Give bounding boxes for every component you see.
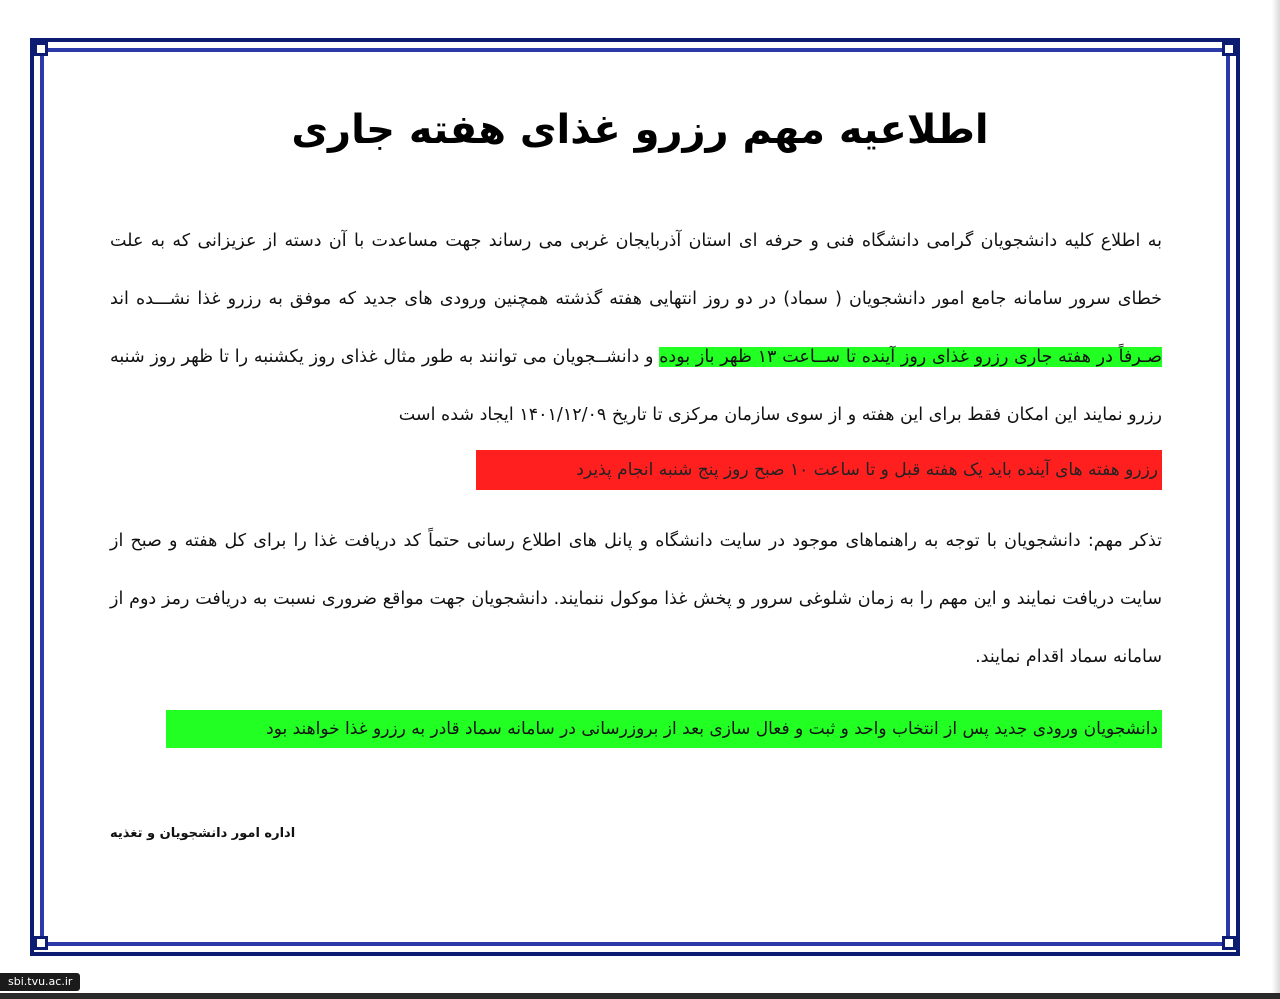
- paragraph-main: [110, 212, 1162, 444]
- bottom-bar: [0, 993, 1280, 999]
- inner-border: [40, 48, 1230, 946]
- paragraph-main-start: به اطلاع کلیه دانشجویان گرامی دانشگاه فنی و حرفه ای استان آذربایجان غربی می رساند جهت مساعدت با آن دسته از عزیزانی که به علت خطای سرور سامانه جامع امور دانشجویان ( سماد) در دو روز انتهایی هفته گذشته همچنین ورودی های جدید که موفق به رزرو غذا نشـــده اند: [110, 231, 1162, 309]
- corner-ornament-top-left: [34, 42, 48, 56]
- announcement-title: اطلاعیه مهم رزرو غذای هفته جاری: [291, 107, 989, 153]
- paragraph-main-end: و دانشــجویان می توانند به طور مثال غذای روز یکشنبه را تا ظهر روز شنبه رزرو نمایند این امکان فقط برای این هفته و از سوی سازمان مرکزی تا تاریخ ۱۴۰۱/۱۲/۰۹ ایجاد شده است: [110, 347, 1162, 425]
- highlight-green-inline: صـرفاً در هفته جاری رزرو غذای روز آینده تا ســاعت ۱۳ ظهر باز بوده: [659, 347, 1162, 367]
- page-edge: [1272, 0, 1280, 999]
- corner-ornament-bottom-left: [34, 936, 48, 950]
- signature-text: اداره امور دانشجویان و تغذیه: [110, 826, 296, 841]
- paragraph-reminder: تذکر مهم: دانشجویان با توجه به راهنماهای موجود در سایت دانشگاه و پانل های اطلاع رسانی حتماً کد دریافت غذا را برای کل هفته و صبح از سایت دریافت نمایند و این مهم را به زمان شلوغی سرور و پخش غذا موکول ننمایند. دانشجویان جهت مواقع ضروری نسبت به دریافت رمز دوم از سامانه سماد اقدام نمایند.: [110, 531, 1162, 667]
- red-notice: رزرو هفته های آینده باید یک هفته قبل و تا ساعت ۱۰ صبح روز پنج شنبه انجام پذیرد: [476, 450, 1162, 490]
- signature: [110, 826, 410, 841]
- green-notice: دانشجویان ورودی جدید پس از انتخاب واحد و ثبت و فعال سازی بعد از بروزرسانی در سامانه سماد قادر به رزرو غذا خواهند بود: [166, 710, 1162, 748]
- source-tag: sbi.tvu.ac.ir: [0, 973, 80, 991]
- corner-ornament-top-right: [1222, 42, 1236, 56]
- corner-ornament-bottom-right: [1222, 936, 1236, 950]
